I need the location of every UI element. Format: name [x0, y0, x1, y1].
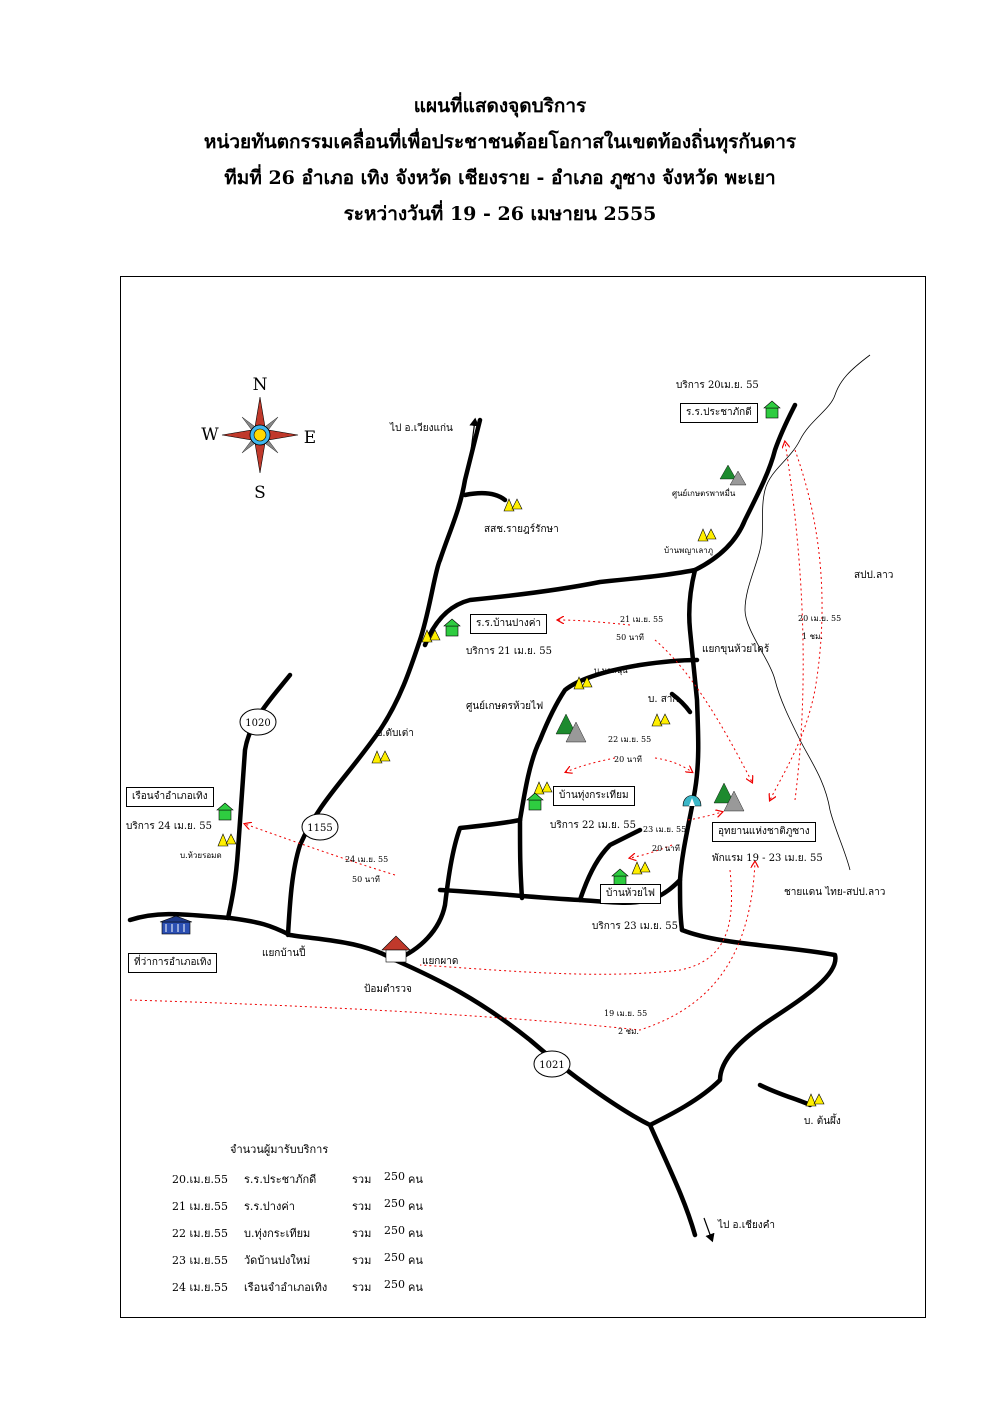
roads: [130, 405, 835, 1235]
box-pang-ka-school: ร.ร.บ้านปางค่า: [470, 614, 547, 634]
route-marker-1021: [534, 1051, 570, 1077]
row-place: ร.ร.ประชาภักดี: [244, 1173, 317, 1186]
row-date: 24 เม.ย.55: [172, 1281, 228, 1294]
title-line-1: แผนที่แสดงจุดบริการ: [413, 95, 587, 117]
trip-23-time: 20 นาที: [652, 844, 680, 853]
box-thung-krathiam: บ้านทุ่งกระเทียม: [553, 786, 635, 806]
row-place: วัดบ้านปงใหม่: [244, 1254, 311, 1267]
label-pang-ka-service: บริการ 21 เม.ย. 55: [466, 646, 552, 657]
row-sum: รวม: [352, 1200, 372, 1213]
row-sum: รวม: [352, 1227, 372, 1240]
row-date: 21 เม.ย.55: [172, 1200, 228, 1213]
row-count: 250: [384, 1251, 405, 1264]
box-prachapak-school: ร.ร.ประชาภักดี: [680, 403, 758, 423]
label-prachapak-service: บริการ 20เม.ย. 55: [676, 380, 759, 391]
service-house-icons: [217, 401, 780, 886]
row-date: 23 เม.ย.55: [172, 1254, 228, 1267]
label-to-chiang-kham: ไป อ.เชียงคำ: [718, 1220, 775, 1231]
trip-24-time: 50 นาที: [352, 875, 380, 884]
trip-21-date: 21 เม.ย. 55: [620, 615, 664, 624]
row-sum: รวม: [352, 1281, 372, 1294]
title-line-3: ทีมที่ 26 อำเภอ เทิง จังหวัด เชียงราย - อำเภอ ภูซาง จังหวัด พะเยา: [224, 167, 776, 189]
label-prison-service: บริการ 24 เม.ย. 55: [126, 821, 212, 832]
row-sum: รวม: [352, 1254, 372, 1267]
box-phu-sang-park: อุทยานแห่งชาติภูซาง: [712, 822, 816, 842]
label-police-post: ป้อมตำรวจ: [364, 984, 412, 995]
row-date: 22 เม.ย.55: [172, 1227, 228, 1240]
title-line-2: หน่วยทันตกรรมเคลื่อนที่เพื่อประชาชนด้อยโอกาสในเขตท้องถิ่นทุรกันดาร: [203, 131, 797, 153]
compass-e: E: [303, 428, 317, 448]
row-count: 250: [384, 1197, 405, 1210]
row-unit: คน: [408, 1254, 423, 1267]
police-post-icon: [382, 936, 410, 962]
title-line-4: ระหว่างวันที่ 19 - 26 เมษายน 2555: [343, 203, 657, 225]
row-unit: คน: [408, 1200, 423, 1213]
camp-tent-icon: [683, 796, 701, 807]
row-date: 20.เม.ย.55: [172, 1173, 228, 1186]
label-ban-sak: บ. สาก: [648, 694, 679, 705]
trip-19-time: 2 ชม.: [618, 1027, 639, 1036]
border-line: [745, 355, 870, 870]
label-border: ชายแดน ไทย-สปป.ลาว: [784, 887, 886, 898]
trip-22-time: 20 นาที: [614, 755, 642, 764]
label-ban-maa-khao: บ.มาหนุน: [594, 666, 628, 675]
box-thoeng-prison: เรือนจำอำเภอเทิง: [126, 787, 214, 807]
label-kaset-center-north: ศูนย์เกษตรพาหมื่น: [672, 489, 736, 498]
trip-21-time: 50 นาที: [616, 633, 644, 642]
label-yaek-phat: แยกผาด: [422, 956, 459, 967]
label-kaset-huai-fai: ศูนย์เกษตรห้วยไฟ: [466, 701, 544, 712]
box-district-office: ที่ว่าการอำเภอเทิง: [128, 953, 217, 973]
label-thung-krathiam-service: บริการ 22 เม.ย. 55: [550, 820, 636, 831]
label-ban-huai-somsad: บ.ห้วยรอมด: [180, 851, 222, 860]
row-sum: รวม: [352, 1173, 372, 1186]
row-unit: คน: [408, 1227, 423, 1240]
tree-icons: [556, 465, 746, 811]
trip-24-date: 24 เม.ย. 55: [345, 855, 389, 864]
label-ban-phaya: บ้านพญาเลาภู: [664, 546, 714, 555]
label-sorsor-raya: สสช.รายฎร์รักษา: [484, 524, 559, 535]
row-place: เรือนจำอำเภอเทิง: [244, 1281, 328, 1294]
label-sob-pao: สปป.ลาว: [854, 570, 894, 581]
compass-s: S: [254, 483, 266, 503]
box-ban-huai-fai: บ้านห้วยไฟ: [600, 884, 661, 904]
label-park-stay: พักแรม 19 - 23 เม.ย. 55: [712, 853, 823, 864]
row-count: 250: [384, 1224, 405, 1237]
district-office-icon: [160, 916, 192, 934]
label-ban-tub-tao: บ.ตับเต่า: [376, 728, 414, 739]
label-yaek-ban-pi: แยกบ้านปี้: [262, 948, 306, 959]
svg-text:1155: 1155: [307, 823, 333, 834]
row-count: 250: [384, 1278, 405, 1291]
row-place: ร.ร.ปางค่า: [244, 1200, 295, 1213]
trip-20-date: 20 เม.ย. 55: [798, 614, 842, 623]
trip-20-time: 1 ชม.: [802, 632, 823, 641]
to-chiang-kham-arrow: [704, 1218, 712, 1240]
trip-22-date: 22 เม.ย. 55: [608, 735, 652, 744]
compass-w: W: [201, 425, 219, 445]
trip-19-date: 19 เม.ย. 55: [604, 1009, 648, 1018]
label-huai-fai-service: บริการ 23 เม.ย. 55: [592, 921, 678, 932]
svg-text:1021: 1021: [539, 1060, 565, 1071]
label-ban-ton-phueng: บ. ต้นผึ้ง: [804, 1116, 841, 1127]
row-place: บ.ทุ่งกระเทียม: [244, 1227, 311, 1240]
row-unit: คน: [408, 1173, 423, 1186]
compass-rose: [222, 397, 298, 473]
table-header: จำนวนผู้มารับบริการ: [230, 1143, 329, 1156]
compass-n: N: [252, 375, 268, 395]
row-count: 250: [384, 1170, 405, 1183]
label-to-wiang-kaen: ไป อ.เวียงแก่น: [390, 423, 453, 434]
route-marker-1020: [240, 709, 276, 735]
label-huai-ko-junction: แยกขุนห้วยไคร้: [702, 644, 770, 655]
trip-23-date: 23 เม.ย. 55: [643, 825, 687, 834]
svg-text:1020: 1020: [245, 718, 271, 729]
row-unit: คน: [408, 1281, 423, 1294]
route-marker-1155: [302, 814, 338, 840]
